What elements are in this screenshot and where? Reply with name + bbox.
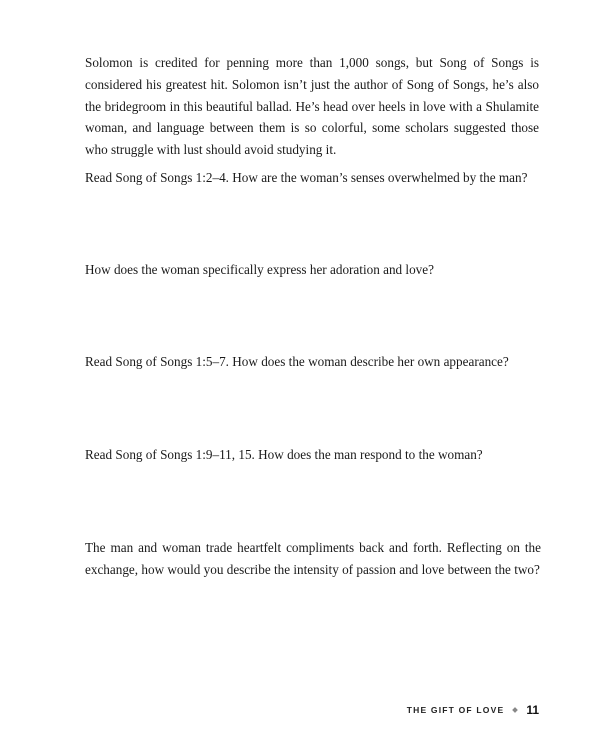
page-footer xyxy=(407,701,539,719)
page-number: 11 xyxy=(526,703,539,717)
study-question-2: How does the woman specifically express her adoration and love? xyxy=(85,262,434,277)
intro-paragraph: Solomon is credited for penning more than 1,000 songs, but Song of Songs is considered his greatest hit. Solomon isn’t just the author of Song of Songs, he’s also the bridegroom in this beautiful ballad. He’s head over heels in love with a Shulamite woman, and language between them is so colorful, some scholars suggested those who struggle with lust should avoid studying it. xyxy=(85,55,539,158)
running-head: THE GIFT OF LOVE xyxy=(406,705,505,715)
diamond-separator-icon xyxy=(512,707,518,713)
study-question-1: Read Song of Songs 1:2–4. How are the woman’s senses overwhelmed by the man? xyxy=(85,170,528,185)
study-question-5: The man and woman trade heartfelt compliments back and forth. Reflecting on the exchange, how would you describe the intensity of passion and love between the two? xyxy=(85,540,541,577)
study-question-3: Read Song of Songs 1:5–7. How does the woman describe her own appearance? xyxy=(85,354,509,369)
study-question-4: Read Song of Songs 1:9–11, 15. How does the man respond to the woman? xyxy=(85,447,483,462)
